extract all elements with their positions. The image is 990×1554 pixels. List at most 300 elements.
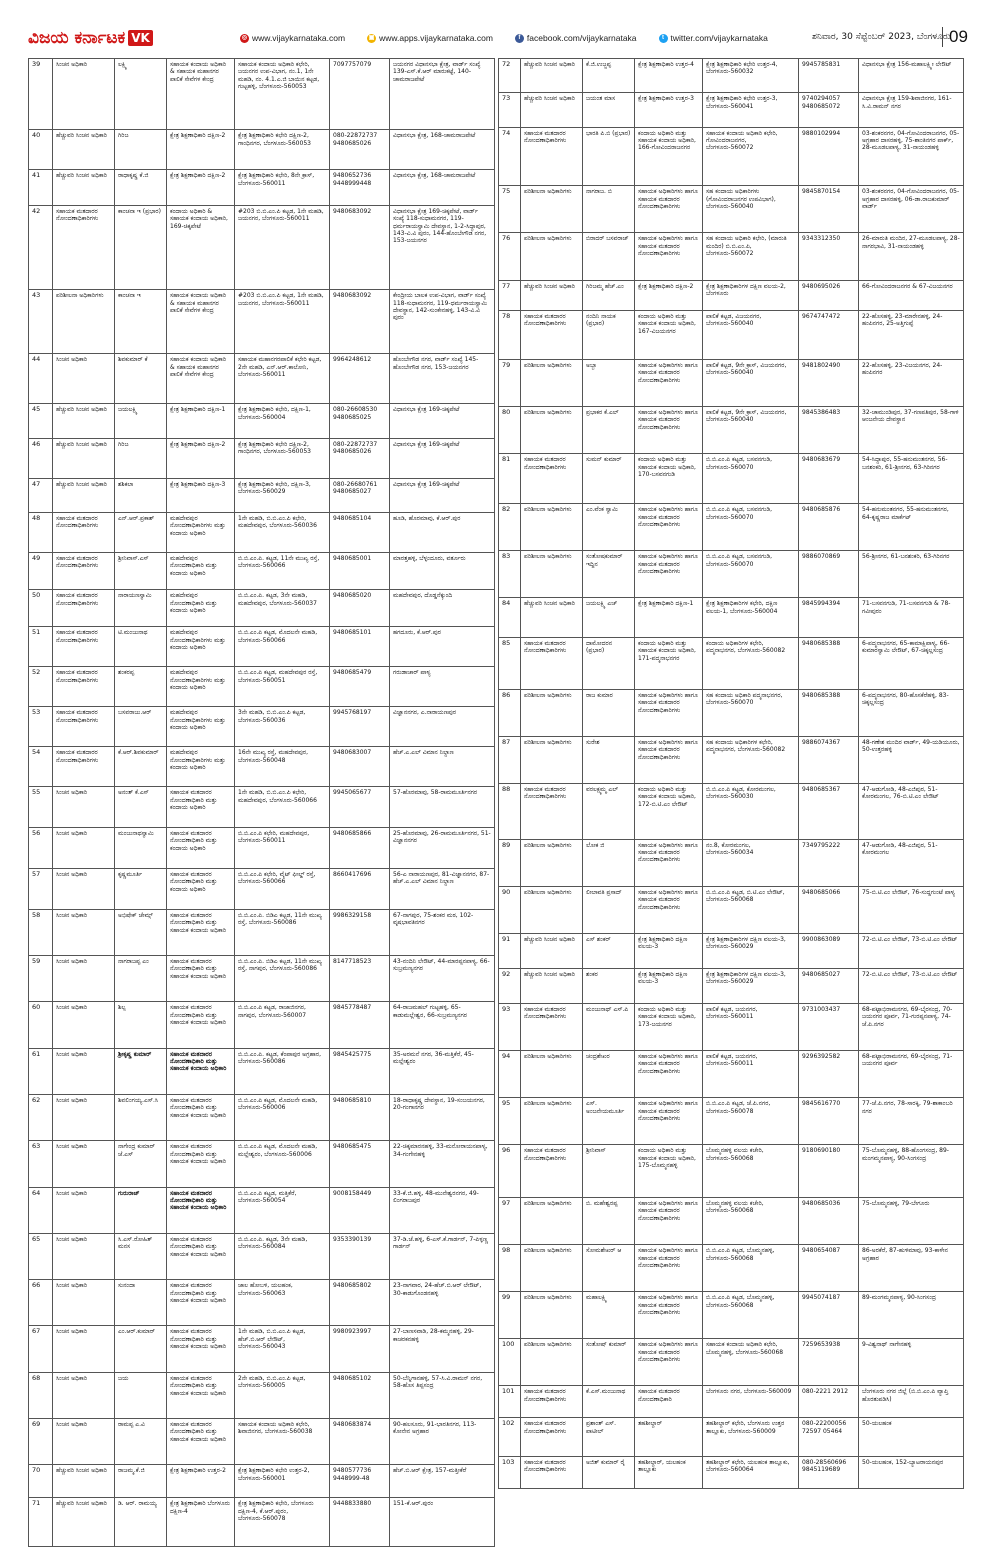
table-row [499,736,964,783]
office-address: ಬಿ.ಬಿ.ಎಂ.ಪಿ ಕಛೇರಿ, ವೈಟ್ ಫೀಲ್ಡ್ ರಸ್ತೆ, ಬೆಂಗಳೂರು-560066 [235,868,330,909]
department: ಸಹಾಯಕ ಮತದಾರರ ನೋಂದಣಾಧಿಕಾರಿ ಮತ್ತು ಸಹಾಯಕ ಕಂದಾಯ ಅಧಿಕಾರಿ [167,1233,235,1279]
designation: ಪರಿಶೀಲನಾ ಅಧಿಕಾರಿಗಳು [521,839,583,886]
globe-icon: ◎ [241,34,248,41]
office-address: ಬಿ.ಬಿ.ಎಂ.ಪಿ ಕಟ್ಟಡ, ಮೊದಲನೇ ಮಹಡಿ, ಬೆಂಗಳೂರು-560066 [235,627,330,667]
department: ಕಂದಾಯ ಅಧಿಕಾರಿ ಮತ್ತು ಸಹಾಯಕ ಕಂದಾಯ ಅಧಿಕಾರಿ, 170-ಬಸವನಗುಡಿ [635,454,703,504]
table-row [29,354,495,404]
phone-number: 9480685866 [330,828,390,869]
assigned-wards: 68-ಪಟ್ಟಾಭಿರಾಮನಗರ, 69-ಬೈರಸಂದ್ರ, 70-ಜಯನಗರ ಪೂರ್ವ, 71-ಗುರಪ್ಪನಪಾಳ್ಯ, 74-ಜೆ.ಪಿ.ನಗರ [859,1003,964,1050]
office-address: ಬಿ.ಬಿ.ಎಂ.ಪಿ ಕಟ್ಟಡ, ಕೋರಮಂಗಲ, ಬೆಂಗಳೂರು-560030 [703,784,799,840]
assigned-wards: 26-ಮಾರುತಿ ಮಂದಿರ, 27-ಮೂಡಲಪಾಳ್ಯ, 28-ನಾಗರಭಾವಿ, 31-ನಾಯಂಡಹಳ್ಳಿ [859,233,964,280]
department: ಸಹಾಯಕ ಅಧಿಕಾರಿಗಳು ಹಾಗೂ ಸಹಾಯಕ ಮತದಾರರ ನೋಂದಣಾಧಿಕಾರಿಗಳು [635,1098,703,1145]
table-row [499,839,964,886]
official-name: ಶ್ರೀನಿವಾಸ್ [583,1145,635,1198]
phone-number: 9480685475 [330,1141,390,1187]
department: ಸಹಾಯಕ ಮತದಾರರ ನೋಂದಣಾಧಿಕಾರಿ ಮತ್ತು ಸಹಾಯಕ ಕಂದಾಯ ಅಧಿಕಾರಿ [167,1419,235,1465]
serial-number: 79 [499,359,521,406]
phone-number: 9480685810 [330,1094,390,1140]
official-name: ಶಿವಲಿಂಗಯ್ಯ.ಎಸ್.ಸಿ [115,1094,167,1140]
assigned-wards: ವಿಧಾನಸಭಾ ಕ್ಷೇತ್ರ 169-ಚಿಕ್ಕಪೇಟೆ, ವಾರ್ಡ್ ಸಂಖ್ಯೆ 118-ಸುಧಾಮನಗರ, 119-ಧರ್ಮರಾಯಸ್ವಾಮಿ ದೇವಸ್ಥಾನ, 1-2-ಸಿದ್ದಾಪುರ, 143-ವಿ.ವಿ ಪುರಂ, 144-ಹೊಂಬೇಗೌಡ ನಗರ, 153-ಜಯನಗರ [390,205,495,289]
table-row [29,1498,495,1546]
phone-number: 7349795222 [799,839,859,886]
link-text: www.vijaykarnataka.com [252,33,346,43]
designation: ಸಿಂಚನ ಅಧಿಕಾರಿ [53,1141,115,1187]
table-row [29,1372,495,1418]
table-row [499,1098,964,1145]
phone-number: 9845425775 [330,1048,390,1094]
serial-number: 57 [29,868,53,909]
official-name: ಜಯ [115,1372,167,1418]
table-row [499,1003,964,1050]
designation: ಪರಿಶೀಲನಾ ಅಧಿಕಾರಿಗಳು [521,886,583,933]
official-name: ಶ್ರೀನಿವಾಸ್.ಎಸ್ [115,552,167,589]
serial-number: 60 [29,1002,53,1048]
official-name: ಮಂಜುನಾಥ್ ಎಸ್.ಪಿ [583,1003,635,1050]
official-name: ವರಲಕ್ಷ್ಮಮ್ಮ ಎಲ್ [583,784,635,840]
assigned-wards: ವಿಧಾನಸಭಾ ಕ್ಷೇತ್ರ 169-ಚಿಕ್ಕಪೇಟೆ [390,404,495,438]
department: ಸಹಾಯಕ ಅಧಿಕಾರಿಗಳು ಹಾಗೂ ಸಹಾಯಕ ಮತದಾರರ ನೋಂದಣಾಧಿಕಾರಿಗಳು [635,407,703,454]
table-row [499,359,964,406]
table-row [29,1002,495,1048]
serial-number: 97 [499,1197,521,1244]
designation: ಸಿಂಚನ ಅಧಿಕಾರಿ [53,787,115,828]
department: ಕಂದಾಯ ಅಧಿಕಾರಿ ಮತ್ತು ಸಹಾಯಕ ಕಂದಾಯ ಅಧಿಕಾರಿ, 173-ಜಯನಗರ [635,1003,703,1050]
designation: ಸಹಾಯಕ ಮತದಾರರ ನೋಂದಣಾಧಿಕಾರಿಗಳು [521,1145,583,1198]
assigned-wards: ವಿಧಾನಸಭಾ ಕ್ಷೇತ್ರ 169-ಚಿಕ್ಕಪೇಟೆ [390,438,495,478]
phone-number: 9180690180 [799,1145,859,1198]
serial-number: 53 [29,707,53,747]
table-row [499,886,964,933]
department: ಸಹಾಯಕ ಅಧಿಕಾರಿಗಳು ಹಾಗೂ ಸಹಾಯಕ ಮತದಾರರ ನೋಂದಣಾಧಿಕಾರಿಗಳು [635,186,703,233]
assigned-wards: 56-ಎ ನಾರಾಯಣಪುರ, 81-ವಿಜ್ಞಾನನಗರ, 87-ಹೆಚ್.ಎ.ಎಲ್ ವಿಮಾನ ನಿಲ್ದಾಣ [390,868,495,909]
designation: ಸಹಾಯಕ ಮತದಾರರ ನೋಂದಣಾಧಿಕಾರಿಗಳು [521,637,583,689]
masthead-link[interactable] [367,33,493,43]
assigned-wards: 90-ಹಲಸೂರು, 91-ಭಾರತಿನಗರ, 113-ಕೋನೇನ ಅಗ್ರಹಾರ [390,1419,495,1465]
office-address: ಸಹಾಯಕ ಕಂದಾಯ ಅಧಿಕಾರಿ ಕಛೇರಿ, ಶಿವಾಜಿನಗರ, ಬೆಂಗಳೂರು-560038 [235,1419,330,1465]
phone-number: 9480654087 [799,1245,859,1292]
serial-number: 68 [29,1372,53,1418]
assigned-wards: 6-ಪದ್ಮನಾಭನಗರ, 80-ಹೊಸಕೆರೆಹಳ್ಳಿ, 83-ಚಿಕ್ಕಲ್ಲಸಂದ್ರ [859,689,964,736]
official-name: ಅಬ್ಬಾ [583,359,635,406]
department: ಸಹಾಯಕ ಅಧಿಕಾರಿಗಳು ಹಾಗೂ ಸಹಾಯಕ ಮತದಾರರ ನೋಂದಣಾಧಿಕಾರಿಗಳು [635,689,703,736]
serial-number: 71 [29,1498,53,1546]
designation: ಸಹಾಯಕ ಮತದಾರರ ನೋಂದಣಾಧಿಕಾರಿಗಳು [521,127,583,186]
designation: ಸಿಂಚನ ಅಧಿಕಾರಿ [53,1280,115,1326]
office-address: ಪಾಲಿಕೆ ಕಟ್ಟಡ, ಜಯನಗರ, ಬೆಂಗಳೂರು-560011 [703,1003,799,1050]
assigned-wards: 22-ಹೊಸಹಳ್ಳಿ, 23-ವಿಜಯನಗರ, 24-ಹಂಪಿನಗರ [859,359,964,406]
designation: ಸಿಂಚನ ಅಧಿಕಾರಿ [53,1002,115,1048]
official-name: ಸೋಮಶೇಖರ್ ಆ [583,1245,635,1292]
phone-number: 8147718523 [330,956,390,1002]
office-address: ಸಹಾಯಕ ಮಹಾನಗರಪಾಲಿಕೆ ಕಛೇರಿ ಕಟ್ಟಡ, 2ನೇ ಮಹಡಿ, ಎನ್.ಆರ್.ಕಾಲೋನಿ, ಬೆಂಗಳೂರು-560011 [235,354,330,404]
designation: ಸಹಾಯಕ ಮತದಾರರ ನೋಂದಣಾಧಿಕಾರಿಗಳು [53,747,115,787]
official-name: ಕಾಂಚನಾ ಇ (ಪ್ರಭಾರ) [115,205,167,289]
designation: ಸಹಾಯಕ ಮತದಾರರ ನೋಂದಣಾಧಿಕಾರಿಗಳು [53,552,115,589]
department: ಮಹದೇವಪುರ ನೋಂದಣಾಧಿಕಾರಿಗಳು ಮತ್ತು ಕಂದಾಯ ಅಧಿಕಾರಿ [167,707,235,747]
serial-number: 63 [29,1141,53,1187]
department: ಸಹಾಯಕ ಮತದಾರರ ನೋಂದಣಾಧಿಕಾರಿ ಮತ್ತು ಸಹಾಯಕ ಕಂದಾಯ ಅಧಿಕಾರಿ [167,1187,235,1233]
office-address: #203 ಬಿ.ಬಿ.ಎಂ.ಪಿ ಕಟ್ಟಡ, 1ನೇ ಮಹಡಿ, ಜಯನಗರ, ಬೆಂಗಳೂರು-560011 [235,290,330,354]
serial-number: 91 [499,933,521,968]
office-address: ಬಿ.ಬಿ.ಎಂ.ಪಿ ಕಟ್ಟಡ, ರಾಜಾಜಿನಗರ, ನಾಗಪುರ, ಬೆಂಗಳೂರು-560007 [235,1002,330,1048]
official-name: ಮಹಾಲಕ್ಷ್ಮಿ [583,1292,635,1339]
office-address: ಸಹ ಕಂದಾಯ ಅಧಿಕಾರಿ ಪದ್ಮನಾಭನಗರ, ಬೆಂಗಳೂರು-560070 [703,689,799,736]
serial-number: 46 [29,438,53,478]
designation: ಸಿಂಚನ ಅಧಿಕಾರಿ [53,59,115,130]
assigned-wards: ವಿಧಾನಸಭಾ ಕ್ಷೇತ್ರ 159-ಶಿವಾಜಿನಗರ, 161-ಸಿ.ವಿ.ರಾಮನ್ ನಗರ [859,93,964,127]
designation: ಸಹಾಯಕ ಮತದಾರರ ನೋಂದಣಾಧಿಕಾರಿಗಳು [521,1456,583,1488]
table-row [29,130,495,170]
phone-number: 9480685066 [799,886,859,933]
office-address: ಬಿ.ಬಿ.ಎಂ.ಪಿ ಕಟ್ಟಡ, ಬಸವನಗುಡಿ, ಬೆಂಗಳೂರು-560070 [703,454,799,504]
department: ಕ್ಷೇತ್ರ ಶಿಕ್ಷಣಾಧಿಕಾರಿ ದಕ್ಷಿಣ-2 [167,130,235,170]
official-name: ಸುಮನ್ ಕುಮಾರ್ [583,454,635,504]
department: ಕ್ಷೇತ್ರ ಶಿಕ್ಷಣಾಧಿಕಾರಿ ಉತ್ತರ-2 [167,1465,235,1498]
office-address: 3ನೇ ಮಹಡಿ, ಬಿ.ಬಿ.ಎಂ.ಪಿ ಕಟ್ಟಡ, ಬೆಂಗಳೂರು-560036 [235,707,330,747]
assigned-wards: 6-ಪದ್ಮನಾಭನಗರ, 65-ಕಾಮಾಕ್ಷಿಪಾಳ್ಯ, 66-ಕುಮಾರಸ್ವಾಮಿ ಲೇಔಟ್, 67-ಚಿಕ್ಕಲ್ಲಸಂದ್ರ [859,637,964,689]
serial-number: 56 [29,828,53,869]
office-address: ಬಿ.ಬಿ.ಎಂ.ಪಿ. ಕಟ್ಟಡ, ಕೆಂಪಾಪುರ ಅಗ್ರಹಾರ, ಬೆಂಗಳೂರು-560086 [235,1048,330,1094]
official-name: ನಾರಾಯಣಸ್ವಾಮಿ [115,590,167,627]
office-address: 1ನೇ ಮಹಡಿ, ಬಿ.ಬಿ.ಎಂ.ಪಿ ಕಛೇರಿ, ಮಹದೇವಪುರ, ಬೆಂಗಳೂರು-560036 [235,512,330,552]
official-name: ಶ್ರೀಕೃಷ್ಣ ಕುಮಾರ್ [115,1048,167,1094]
department: ಮಹದೇವಪುರ ನೋಂದಣಾಧಿಕಾರಿಗಳು ಮತ್ತು ಕಂದಾಯ ಅಧಿಕಾರಿ [167,667,235,707]
office-address: ಕ್ಷೇತ್ರ ಶಿಕ್ಷಣಾಧಿಕಾರಿ ಕಛೇರಿ ಉತ್ತರ-4, ಬೆಂಗಳೂರು-560032 [703,59,799,93]
phone-number: 9900863089 [799,933,859,968]
designation: ಸಿಂಚನ ಅಧಿಕಾರಿ [53,1419,115,1465]
department: ಸಹಾಯಕ ಮತದಾರರ ನೋಂದಣಾಧಿಕಾರಿ ಮತ್ತು ಸಹಾಯಕ ಕಂದಾಯ ಅಧಿಕಾರಿ [167,1141,235,1187]
office-address: ಬೆಂಗಳೂರು ನಗರ, ಬೆಂಗಳೂರು-560009 [703,1386,799,1418]
official-name: ಶಶಿಕಲಾ [115,478,167,512]
office-address: ಬಿ.ಬಿ.ಎಂ.ಪಿ ಕಟ್ಟಡ, ಬಿ.ಟಿ.ಎಂ ಲೇಔಟ್, ಬೆಂಗಳೂರು-560068 [703,886,799,933]
official-name: ಶಿವಕುಮಾರ್ ಕೆ [115,354,167,404]
table-row [499,598,964,638]
designation: ಸಿಂಚನ ಅಧಿಕಾರಿ [53,354,115,404]
department: ಮಹದೇವಪುರ ನೋಂದಣಾಧಿಕಾರಿಗಳು ಮತ್ತು ಕಂದಾಯ ಅಧಿಕಾರಿ [167,627,235,667]
office-address: ಪಾಲಿಕೆ ಕಟ್ಟಡ, ಜಯನಗರ, ಬೆಂಗಳೂರು-560011 [703,1050,799,1097]
department: ಸಹಾಯಕ ಅಧಿಕಾರಿಗಳು ಹಾಗೂ ಸಹಾಯಕ ಮತದಾರರ ನೋಂದಣಾಧಿಕಾರಿಗಳು [635,1197,703,1244]
office-address: ಪಾಲಿಕೆ ಕಟ್ಟಡ, 9ನೇ ಕ್ರಾಸ್, ವಿಜಯನಗರ, ಬೆಂಗಳೂರು-560040 [703,359,799,406]
department: ಸಹಾಯಕ ಅಧಿಕಾರಿಗಳು ಹಾಗೂ ಸಹಾಯಕ ಮತದಾರರ ನೋಂದಣಾಧಿಕಾರಿಗಳು [635,1339,703,1386]
table-row [29,552,495,589]
link-text: www.apps.vijaykarnataka.com [379,33,493,43]
phone-number: 9845386483 [799,407,859,454]
assigned-wards: 72-ಬಿ.ಟಿ.ಎಂ ಲೇಔಟ್, 73-ಬಿ.ಟಿ.ಎಂ ಲೇಔಟ್ [859,968,964,1003]
official-name: ಗಿರಿಜ [115,130,167,170]
table-row [29,627,495,667]
designation: ಪರಿಶೀಲನಾ ಅಧಿಕಾರಿಗಳು [521,1050,583,1097]
official-name: ರಾಜಮ್ಮ.ಕೆ.ಜಿ [115,1465,167,1498]
phone-number: 9008158449 [330,1187,390,1233]
department: ಸಹಾಯಕ ಅಧಿಕಾರಿಗಳು ಹಾಗೂ ಸಹಾಯಕ ಮತದಾರರ ನೋಂದಣಾಧಿಕಾರಿಗಳು [635,1292,703,1339]
serial-number: 49 [29,552,53,589]
serial-number: 84 [499,598,521,638]
office-address: ತಹಶೀಲ್ದಾರ್ ಕಛೇರಿ, ಯಲಹಂಕ ತಾಲ್ಲೂಕು, ಬೆಂಗಳೂರು-560064 [703,1456,799,1488]
table-row [29,707,495,747]
serial-number: 81 [499,454,521,504]
phone-number: 9480685027 [799,968,859,1003]
office-address: ಕ್ಷೇತ್ರ ಶಿಕ್ಷಣಾಧಿಕಾರಿ ಕಛೇರಿ, ದಕ್ಷಿಣ-1, ಬೆಂಗಳೂರು-560004 [235,404,330,438]
phone-number: 9945074187 [799,1292,859,1339]
serial-number: 40 [29,130,53,170]
serial-number: 75 [499,186,521,233]
assigned-wards: 33-ಕೆ.ಜಿ.ಹಳ್ಳಿ, 48-ಮುನೇಶ್ವರನಗರ, 49-ಲಿಂಗರಾಜಪುರ [390,1187,495,1233]
phone-number: 9480685876 [799,504,859,551]
department: ಮಹದೇವಪುರ ನೋಂದಣಾಧಿಕಾರಿಗಳು ಮತ್ತು ಕಂದಾಯ ಅಧಿಕಾರಿ [167,747,235,787]
phone-number: 9480685020 [330,590,390,627]
office-address: ಬಿ.ಬಿ.ಎಂ.ಪಿ ಕಟ್ಟಡ, ಬೊಮ್ಮನಹಳ್ಳಿ, ಬೆಂಗಳೂರು-560068 [703,1245,799,1292]
department: ಮಹದೇವಪುರ ನೋಂದಣಾಧಿಕಾರಿ ಮತ್ತು ಕಂದಾಯ ಅಧಿಕಾರಿ [167,590,235,627]
office-address: ಬಿ.ಬಿ.ಎಂ.ಪಿ ಕಟ್ಟಡ, ಬಸವನಗುಡಿ, ಬೆಂಗಳೂರು-560070 [703,504,799,551]
department: ಕಂದಾಯ ಅಧಿಕಾರಿ ಮತ್ತು ಸಹಾಯಕ ಕಂದಾಯ ಅಧಿಕಾರಿ, 171-ಪದ್ಮನಾಭನಗರ [635,637,703,689]
department: ಕ್ಷೇತ್ರ ಶಿಕ್ಷಣಾಧಿಕಾರಿ ದಕ್ಷಿಣ-3 [167,478,235,512]
department: ತಹಶೀಲ್ದಾರ್, ಯಲಹಂಕ ತಾಲ್ಲೂಕು [635,1456,703,1488]
official-name: ಎಸ್. ಅಂಜನೇಯಮೂರ್ತಿ [583,1098,635,1145]
official-name: ನಾಗರಾಜಪ್ಪ ಎಂ [115,956,167,1002]
designation: ಪರಿಶೀಲನಾ ಅಧಿಕಾರಿಗಳು [521,1197,583,1244]
assigned-wards: 23-ನಾಗವಾರ, 24-ಹೆಚ್.ಬಿ.ಆರ್ ಲೇಔಟ್, 30-ಕಾಡುಗೊಂಡನಹಳ್ಳಿ [390,1280,495,1326]
serial-number: 74 [499,127,521,186]
office-address: ಬಿ.ಬಿ.ಎಂ.ಪಿ. ಕಟ್ಟಡ, 11ನೇ ಮುಖ್ಯ ರಸ್ತೆ, ಬೆಂಗಳೂರು-560066 [235,552,330,589]
assigned-wards: 50-ಯಲಹಂಕ [859,1418,964,1456]
phone-number: 9986329158 [330,909,390,955]
designation: ಪರಿಶೀಲನಾ ಅಧಿಕಾರಿಗಳು [521,736,583,783]
official-name: ಎಂ.ಆರ್.ಕುಮಾರ್ [115,1326,167,1372]
official-name: ರಾಮಪ್ಪ ಎ.ವಿ [115,1419,167,1465]
phone-number: 9845994394 [799,598,859,638]
table-row [499,127,964,186]
office-address: ಬಿ.ಬಿ.ಎಂ.ಪಿ ಕಟ್ಟಡ, ಮೊದಲನೇ ಮಹಡಿ, ಬೆಂಗಳೂರು-560006 [235,1094,330,1140]
phone-number: 9296392582 [799,1050,859,1097]
official-name: ಗುರುರಾಜ್ [115,1187,167,1233]
assigned-wards: 48-ಗಣೇಶ ಮಂದಿರ ವಾರ್ಡ್, 49-ಯಡಿಯೂರು, 50-ಉತ್ತರಹಳ್ಳಿ [859,736,964,783]
serial-number: 78 [499,310,521,359]
serial-number: 92 [499,968,521,1003]
assigned-wards: 03-ಶಂಕರನಗರ, 04-ಗೋವಿಂದರಾಜನಗರ, 05-ಅಗ್ರಹಾರ ದಾಸರಹಳ್ಳಿ, 75-ಶಾಂತಿನಗರ ಪಾರ್ಕ್, 28-ಮೂಡಲಪಾಳ್ಯ, 31-ನಾಯಂಡಹಳ್ಳಿ [859,127,964,186]
phone-number: 080-22872737 9480685026 [330,130,390,170]
table-row [499,233,964,280]
designation: ಸಹಾಯಕ ಮತದಾರರ ನೋಂದಣಾಧಿಕಾರಿಗಳು [521,1418,583,1456]
department: ಸಹಾಯಕ ಅಧಿಕಾರಿಗಳು ಹಾಗೂ ಸಹಾಯಕ ಮತದಾರರ ನೋಂದಣಾಧಿಕಾರಿಗಳು [635,886,703,933]
designation: ಹೆಚ್ಚುವರಿ ಸಿಂಚನ ಅಧಿಕಾರಿ [53,438,115,478]
phone-number: 080-22200056 72597 05464 [799,1418,859,1456]
designation: ಹೆಚ್ಚುವರಿ ಸಿಂಚನ ಅಧಿಕಾರಿ [521,93,583,127]
phone-number: 9480577736 9448999-48 [330,1465,390,1498]
serial-number: 98 [499,1245,521,1292]
department: ಸಹಾಯಕ ಕಂದಾಯ ಅಧಿಕಾರಿ & ಸಹಾಯಕ ಮಹಾನಗರ ಪಾಲಿಕೆ ಸೇವೆಗಳ ಕೇಂದ್ರ [167,290,235,354]
phone-number: 7097757079 [330,59,390,130]
office-address: ಪಾಲಿಕೆ ಕಟ್ಟಡ, ವಿಜಯನಗರ, ಬೆಂಗಳೂರು-560040 [703,310,799,359]
table-row [29,590,495,627]
official-name: ಪ್ರಶಾಂತ್ ಎಸ್. ಪಾಟೀಲ್ [583,1418,635,1456]
official-name: ಸುರೇಶ [583,736,635,783]
department: ಸಹಾಯಕ ಮತದಾರರ ನೋಂದಣಾಧಿಕಾರಿ ಮತ್ತು ಸಹಾಯಕ ಕಂದಾಯ ಅಧಿಕಾರಿ [167,1002,235,1048]
newspaper-logo[interactable] [28,28,153,48]
assigned-wards: ಕೇಂದ್ರೀಯ ಬಾಲಕ ಉಪ-ವಿಭಾಗ, ವಾರ್ಡ್ ಸಂಖ್ಯೆ 118-ಸುಧಾಮನಗರ, 119-ಧರ್ಮರಾಯಸ್ವಾಮಿ ದೇವಸ್ಥಾನ, 142-ಸುಂಕೇನಹಳ್ಳಿ, 143-ವಿ.ವಿ ಪುರಂ [390,290,495,354]
serial-number: 55 [29,787,53,828]
phone-number: 9480685479 [330,667,390,707]
table-row [499,93,964,127]
assigned-wards: 18-ರಾಧಾಕೃಷ್ಣ ದೇವಸ್ಥಾನ, 19-ಸಂಜಯನಗರ, 20-ಗಂಗಾನಗರ [390,1094,495,1140]
designation: ಹೆಚ್ಚುವರಿ ಸಿಂಚನ ಅಧಿಕಾರಿ [521,933,583,968]
assigned-wards: 67-ನಾಗಪುರ, 75-ಶಂಕರ ಮಠ, 102-ವೃಷಭಾವತಿನಗರ [390,909,495,955]
office-address: ತಹಶೀಲ್ದಾರ್ ಕಛೇರಿ, ಬೆಂಗಳೂರು ಉತ್ತರ ತಾಲ್ಲೂಕು, ಬೆಂಗಳೂರು-560009 [703,1418,799,1456]
serial-number: 86 [499,689,521,736]
table-row [499,1245,964,1292]
assigned-wards: ಬೆಂಗಳೂರು ನಗರ ಜಿಲ್ಲೆ (ಬಿ.ಬಿ.ಎಂ.ಪಿ ವ್ಯಾಪ್ತಿ ಹೊರತುಪಡಿಸಿ) [859,1386,964,1418]
office-address: ಬಿ.ಬಿ.ಎಂ.ಪಿ. ಕಟ್ಟಡ, 3ನೇ ಮಹಡಿ, ಮಹದೇವಪುರ, ಬೆಂಗಳೂರು-560037 [235,590,330,627]
table-row [29,1465,495,1498]
assigned-wards: 56-ಶ್ರೀನಗರ, 61-ಬನಶಂಕರಿ, 63-ಗಿರಿನಗರ [859,551,964,598]
serial-number: 90 [499,886,521,933]
table-row [29,787,495,828]
table-row [29,205,495,289]
office-address: ಕ್ಷೇತ್ರ ಶಿಕ್ಷಣಾಧಿಕಾರಿ ಕಛೇರಿ ದಕ್ಷಿಣ-2, ಗಾಂಧಿನಗರ, ಬೆಂಗಳೂರು-560053 [235,130,330,170]
office-address: ಕ್ಷೇತ್ರ ಶಿಕ್ಷಣಾಧಿಕಾರಿ ಕಛೇರಿ, 8ನೇ ಕ್ರಾಸ್, ಬೆಂಗಳೂರು-560011 [235,170,330,206]
masthead-link[interactable] [240,33,345,43]
official-name: ಪ್ರಭಾಕರ ಕೆ.ಎಲ್ [583,407,635,454]
phone-number: 9480685104 [330,512,390,552]
table-row [29,956,495,1002]
table-row [499,933,964,968]
table-row [499,968,964,1003]
office-address: 1ನೇ ಮಹಡಿ, ಬಿ.ಬಿ.ಎಂ.ಪಿ ಕಛೇರಿ, ಮಹದೇವಪುರ, ಬೆಂಗಳೂರು-560066 [235,787,330,828]
designation: ಸಿಂಚನ ಅಧಿಕಾರಿ [53,1094,115,1140]
phone-number: 080-22872737 9480685026 [330,438,390,478]
phone-number: 9481802490 [799,359,859,406]
table-row [29,478,495,512]
phone-number: 9448833880 [330,1498,390,1546]
designation: ಸಿಂಚನ ಅಧಿಕಾರಿ [53,1372,115,1418]
official-name: ಅಜಿತ್ ಕುಮಾರ್ ರೈ [583,1456,635,1488]
assigned-wards: 50-ಬೆನ್ನಿಗಾನಹಳ್ಳಿ, 57-ಸಿ.ವಿ.ರಾಮನ್ ನಗರ, 58-ಹೊಸ ತಿಪ್ಪಸಂದ್ರ [390,1372,495,1418]
office-address: ಬೊಮ್ಮನಹಳ್ಳಿ ವಲಯ ಕಚೇರಿ, ಬೆಂಗಳೂರು-560068 [703,1197,799,1244]
serial-number: 41 [29,170,53,206]
table-row [499,1339,964,1386]
official-name: ಸಿ.ಎಸ್.ರೋಹಿತ್ ಮನಸ [115,1233,167,1279]
phone-number: 9480685388 [799,637,859,689]
table-row [29,868,495,909]
designation: ಪರಿಶೀಲನಾ ಅಧಿಕಾರಿಗಳು [521,689,583,736]
facebook-icon: f [515,34,524,43]
designation: ಹೆಚ್ಚುವರಿ ಸಿಂಚನ ಅಧಿಕಾರಿ [53,130,115,170]
table-row [499,1386,964,1418]
serial-number: 54 [29,747,53,787]
assigned-wards: 75-ಬೊಮ್ಮನಹಳ್ಳಿ, 79-ಬೇಗೂರು [859,1197,964,1244]
serial-number: 87 [499,736,521,783]
masthead-link[interactable] [515,33,637,43]
assigned-wards: 68-ಪಟ್ಟಾಭಿರಾಮನಗರ, 69-ಬೈರಸಂದ್ರ, 71-ಜಯನಗರ ಪೂರ್ವ [859,1050,964,1097]
official-name: ಕೃಷ್ಣಮೂರ್ತಿ [115,868,167,909]
designation: ಸಹಾಯಕ ಮತದಾರರ ನೋಂದಣಾಧಿಕಾರಿಗಳು [53,205,115,289]
phone-number: 9945065677 [330,787,390,828]
twitter-icon: t [659,34,668,43]
assigned-wards: 27-ಬಾಣಸವಾಡಿ, 28-ಕಮ್ಮನಹಳ್ಳಿ, 29-ಕಾಚರಕನಹಳ್ಳಿ [390,1326,495,1372]
department: ಸಹಾಯಕ ಮತದಾರರ ನೋಂದಣಾಧಿಕಾರಿ ಮತ್ತು ಸಹಾಯಕ ಕಂದಾಯ ಅಧಿಕಾರಿ [167,956,235,1002]
masthead-link[interactable] [659,33,768,43]
assigned-wards: 22-ಚಿಕ್ಕಮಾರನಹಳ್ಳಿ, 33-ಮನೋರಾಯನಪಾಳ್ಯ, 34-ಗಂಗೇನಹಳ್ಳಿ [390,1141,495,1187]
assigned-wards: 66-ಗೋವಿಂದರಾಜನಗರ & 67-ವಿಜಯನಗರ [859,280,964,310]
official-name: ನಾಗರಾಜ. ಬಿ [583,186,635,233]
serial-number: 48 [29,512,53,552]
phone-number: 9845870154 [799,186,859,233]
office-address: ಕ್ಷೇತ್ರ ಶಿಕ್ಷಣಾಧಿಕಾರಿಗಳ ದಕ್ಷಿಣ ವಲಯ-3, ಬೆಂಗಳೂರು-560029 [703,968,799,1003]
official-name: ಲೀಲಾವತಿ ಪ್ರಸಾದ್ [583,886,635,933]
designation: ಹೆಚ್ಚುವರಿ ಸಿಂಚನ ಅಧಿಕಾರಿ [53,478,115,512]
phone-number: 9480683874 [330,1419,390,1465]
department: ಸಹಾಯಕ ಅಧಿಕಾರಿಗಳು ಹಾಗೂ ಸಹಾಯಕ ಮತದಾರರ ನೋಂದಣಾಧಿಕಾರಿಗಳು [635,736,703,783]
table-row [499,1050,964,1097]
official-name: ಗಿರಿಜಮ್ಮ ಹೆಚ್.ಎಂ [583,280,635,310]
serial-number: 77 [499,280,521,310]
official-name: ಜಯಲಕ್ಷ್ಮಿ ಎಚ್ [583,598,635,638]
table-row [29,404,495,438]
office-address: ಬಿ.ಬಿ.ಎಂ.ಪಿ ಕಟ್ಟಡ, ಬಸವನಗುಡಿ, ಬೆಂಗಳೂರು-560070 [703,551,799,598]
page-number: 09 [942,27,968,47]
serial-number: 47 [29,478,53,512]
serial-number: 64 [29,1187,53,1233]
phone-number: 9731003437 [799,1003,859,1050]
office-address: ಸಹ ಕಂದಾಯ ಅಧಿಕಾರಿಗಳು (ಗೋವಿಂದರಾಜನಗರ ಉಪವಿಭಾಗ), ಬೆಂಗಳೂರು-560040 [703,186,799,233]
official-name: ನಾಗೇಂದ್ರ ಕುಮಾರ್ ಜೆ.ಎಸ್ [115,1141,167,1187]
serial-number: 67 [29,1326,53,1372]
serial-number: 50 [29,590,53,627]
assigned-wards: 72-ಬಿ.ಟಿ.ಎಂ ಲೇಔಟ್, 73-ಬಿ.ಟಿ.ಎಂ ಲೇಔಟ್ [859,933,964,968]
official-name: ಬಿ. ಮಹೇಶ್ವರಪ್ಪ [583,1197,635,1244]
phone-number: 9480685101 [330,627,390,667]
assigned-wards: 71-ಬಸವನಗುಡಿ, 71-ಬಸವನಗುಡಿ & 78-ಗವೀಪುರಂ [859,598,964,638]
serial-number: 45 [29,404,53,438]
serial-number: 69 [29,1419,53,1465]
department: ಸಹಾಯಕ ಮತದಾರರ ನೋಂದಣಾಧಿಕಾರಿ ಮತ್ತು ಕಂದಾಯ ಅಧಿಕಾರಿ [167,828,235,869]
serial-number: 101 [499,1386,521,1418]
office-address: ಕ್ಷೇತ್ರ ಶಿಕ್ಷಣಾಧಿಕಾರಿಗಳ ದಕ್ಷಿಣ ವಲಯ-2, ಬೆಂಗಳೂರು [703,280,799,310]
office-address: ಕಂದಾಯ ಅಧಿಕಾರಿಗಳ ಕಛೇರಿ, ಪದ್ಮನಾಭನಗರ, ಬೆಂಗಳೂರು-560082 [703,637,799,689]
designation: ಸಿಂಚನ ಅಧಿಕಾರಿ [53,1326,115,1372]
serial-number: 76 [499,233,521,280]
phone-number: 9964248612 [330,354,390,404]
department: ಕ್ಷೇತ್ರ ಶಿಕ್ಷಣಾಧಿಕಾರಿ ದಕ್ಷಿಣ-1 [635,598,703,638]
serial-number: 70 [29,1465,53,1498]
department: ಸಹಾಯಕ ಅಧಿಕಾರಿಗಳು ಹಾಗೂ ಸಹಾಯಕ ಮತದಾರರ ನೋಂದಣಾಧಿಕಾರಿಗಳು [635,504,703,551]
office-address: ಬಿ.ಬಿ.ಎಂ.ಪಿ ಕಟ್ಟಡ, ಮೊದಲನೇ ಮಹಡಿ, ಮಲ್ಲೇಶ್ವರಂ, ಬೆಂಗಳೂರು-560006 [235,1141,330,1187]
assigned-wards: ಮಹದೇವಪುರ, ದೊಡ್ಡನೆಕ್ಕುಂದಿ [390,590,495,627]
official-name: ಕೆ.ಎಸ್.ಮಂಜುನಾಥ [583,1386,635,1418]
assigned-wards: 25-ಹೊರಮಾವು, 26-ರಾಮಮೂರ್ತಿನಗರ, 51-ವಿಜ್ಞಾನನಗರ [390,828,495,869]
official-name: ಶಂಕರ [583,968,635,1003]
office-address: ಕ್ಷೇತ್ರ ಶಿಕ್ಷಣಾಧಿಕಾರಿಗಳ ದಕ್ಷಿಣ ವಲಯ-3, ಬೆಂಗಳೂರು-560029 [703,933,799,968]
table-row [29,909,495,955]
serial-number: 89 [499,839,521,886]
phone-number: 9343312350 [799,233,859,280]
assigned-wards: 32-ಚಾಮುಂಡಿಪುರ, 37-ಗಣಪತಿಪುರ, 58-ಗಾಳಿ ಆಂಜನೇಯ ದೇವಸ್ಥಾನ [859,407,964,454]
assigned-wards: 54-ಸಿದ್ದಾಪುರ, 55-ಹನುಮಂತನಗರ, 56-ಬನಶಂಕರಿ, 61-ಶ್ರೀನಗರ, 63-ಗಿರಿನಗರ [859,454,964,504]
table-row [499,1145,964,1198]
department: ಸಹಾಯಕ ಅಧಿಕಾರಿಗಳು ಹಾಗೂ ಸಹಾಯಕ ಮತದಾರರ ನೋಂದಣಾಧಿಕಾರಿಗಳು [635,1050,703,1097]
table-row [29,1187,495,1233]
serial-number: 42 [29,205,53,289]
serial-number: 59 [29,956,53,1002]
official-name: ಲಕ್ಷ್ಮಿ [115,59,167,130]
masthead-links [240,33,790,43]
designation: ಸಿಂಚನ ಅಧಿಕಾರಿ [53,828,115,869]
department: ಕ್ಷೇತ್ರ ಶಿಕ್ಷಣಾಧಿಕಾರಿ ಉತ್ತರ-3 [635,93,703,127]
phone-number: 9480683007 [330,747,390,787]
assigned-wards: ವಿಧಾನಸಭಾ ಕ್ಷೇತ್ರ 156-ಮಹಾಲಕ್ಷ್ಮೀ ಲೇಔಟ್ [859,59,964,93]
official-name: ರಾಧಾಕೃಷ್ಣ ಕೆ.ಜಿ [115,170,167,206]
designation: ಪರಿಶೀಲನಾ ಅಧಿಕಾರಿಗಳು [521,186,583,233]
office-address: 16ನೇ ಮುಖ್ಯ ರಸ್ತೆ, ಮಹದೇವಪುರ, ಬೆಂಗಳೂರು-560048 [235,747,330,787]
